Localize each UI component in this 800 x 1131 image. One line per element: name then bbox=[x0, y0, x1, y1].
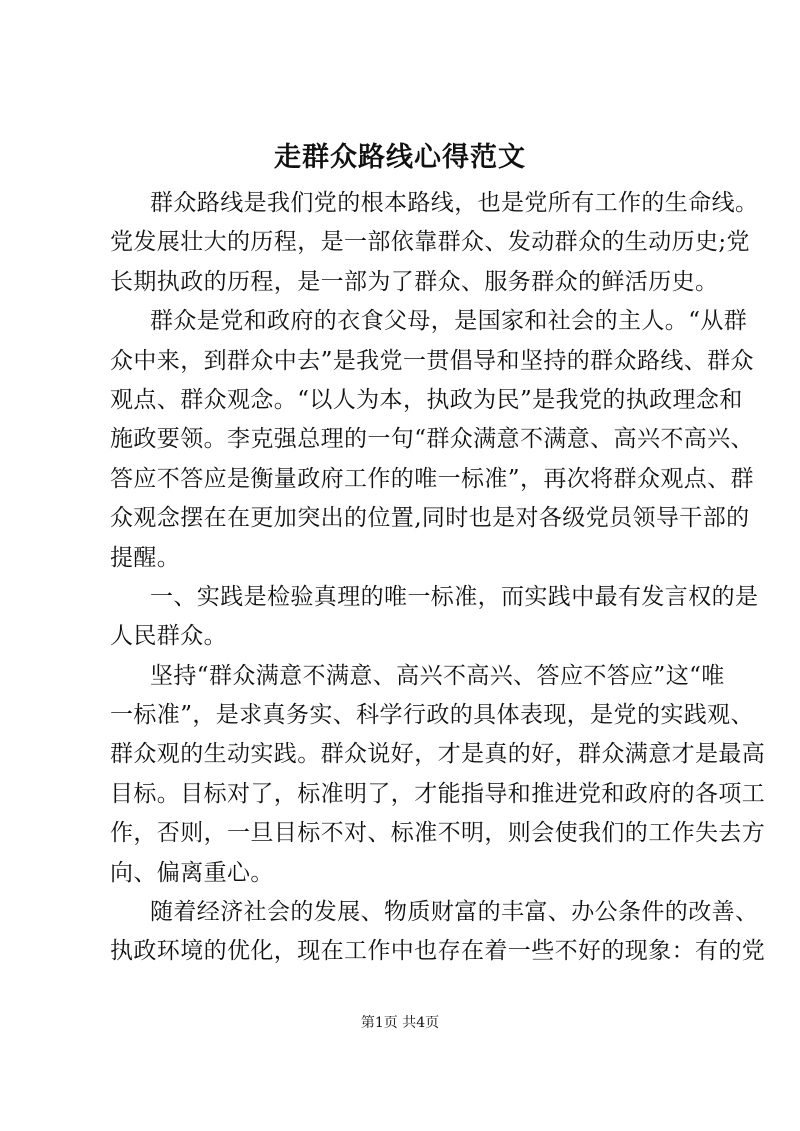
text-line: 群众观的生动实践。群众说好，才是真的好，群众满意才是最高 bbox=[110, 741, 766, 768]
text-line: 众观念摆在在更加突出的位置,同时也是对各级党员领导干部的 bbox=[110, 505, 750, 532]
text-line: 作，否则，一旦目标不对、标准不明，则会使我们的工作失去方 bbox=[110, 820, 766, 847]
text-line: 随着经济社会的发展、物质财富的丰富、办公条件的改善、 bbox=[150, 899, 759, 926]
text-line: 群众是党和政府的衣食父母，是国家和社会的主人。“从群 bbox=[150, 308, 748, 335]
document-body bbox=[110, 184, 766, 972]
text-line: 提醒。 bbox=[110, 544, 181, 571]
text-line: 执政环境的优化，现在工作中也存在着一些不好的现象：有的党 bbox=[110, 938, 766, 965]
text-line: 一、实践是检验真理的唯一标准，而实践中最有发言权的是 bbox=[150, 583, 759, 610]
page-footer: 第1页 共4页 bbox=[360, 1015, 440, 1031]
text-line: 观点、群众观念。“以人为本，执政为民”是我党的执政理念和 bbox=[110, 386, 743, 413]
text-line: 答应不答应是衡量政府工作的唯一标准”，再次将群众观点、群 bbox=[110, 465, 754, 492]
text-line: 众中来，到群众中去”是我党一贯倡导和坚持的群众路线、群众 bbox=[110, 347, 754, 374]
text-line: 人民群众。 bbox=[110, 623, 227, 650]
page-title: 走群众路线心得范文 bbox=[274, 142, 526, 173]
text-line: 坚持“群众满意不满意、高兴不高兴、答应不答应”这“唯 bbox=[150, 662, 725, 689]
text-line: 施政要领。李克强总理的一句“群众满意不满意、高兴不高兴、 bbox=[110, 426, 754, 453]
text-line: 长期执政的历程，是一部为了群众、服务群众的鲜活历史。 bbox=[110, 268, 719, 295]
text-line: 一标准”，是求真务实、科学行政的具体表现，是党的实践观、 bbox=[110, 702, 754, 729]
text-line: 向、偏离重心。 bbox=[110, 859, 274, 886]
text-line: 目标。目标对了，标准明了，才能指导和推进党和政府的各项工 bbox=[110, 780, 766, 807]
text-line: 群众路线是我们党的根本路线，也是党所有工作的生命线。 bbox=[150, 190, 759, 216]
text-line: 党发展壮大的历程，是一部依靠群众、发动群众的生动历史;党 bbox=[110, 229, 750, 256]
